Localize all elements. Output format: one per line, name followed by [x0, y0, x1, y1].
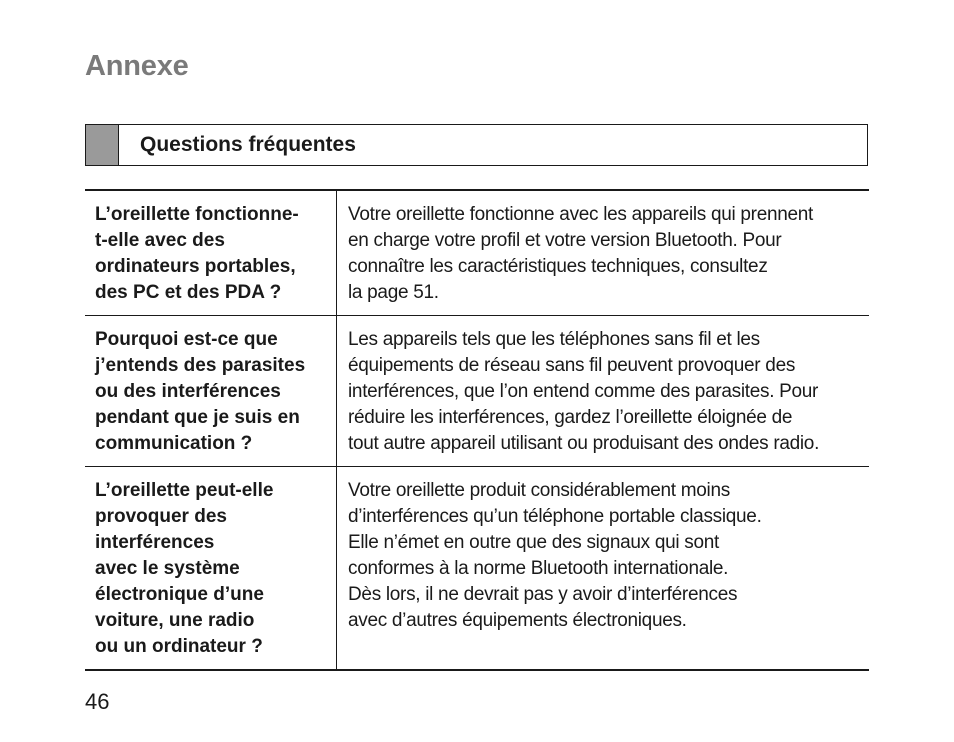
- section-title: Questions fréquentes: [140, 133, 356, 156]
- page-number: 46: [85, 689, 110, 714]
- section-marker: [86, 125, 119, 165]
- faq-question: Pourquoi est-ce que j’entends des parasites ou des interférences pendant que je suis en communication ?: [85, 316, 337, 466]
- faq-row: [85, 191, 869, 316]
- faq-answer: Les appareils tels que les téléphones sans fil et les équipements de réseau sans fil peuvent provoquer des interférences, que l’on entend comme des parasites. Pour réduire les interférences, gardez l’oreillette éloignée de tout autre appareil utilisant ou produisant des ondes radio.: [348, 329, 820, 454]
- faq-question: L’oreillette peut-elle provoquer des interférences avec le système électronique d’une voiture, une radio ou un ordinateur ?: [85, 467, 337, 669]
- faq-answer: Votre oreillette produit considérablement moins d’interférences qu’un téléphone portable classique. Elle n’émet en outre que des signaux qui sont conformes à la norme Bluetooth internationale. Dès lors, il ne devrait pas y avoir d’interférences avec d’autres équipements électroniques.: [348, 480, 762, 631]
- faq-table: [85, 189, 869, 671]
- faq-row: [85, 316, 869, 467]
- section-header: [85, 124, 868, 166]
- page-title: Annexe: [85, 50, 189, 82]
- faq-question: L’oreillette fonctionne- t-elle avec des ordinateurs portables, des PC et des PDA ?: [85, 191, 337, 315]
- faq-row: [85, 467, 869, 671]
- faq-answer: Votre oreillette fonctionne avec les appareils qui prennent en charge votre profil et votre version Bluetooth. Pour connaître les caractéristiques techniques, consultez la page 51.: [348, 204, 814, 303]
